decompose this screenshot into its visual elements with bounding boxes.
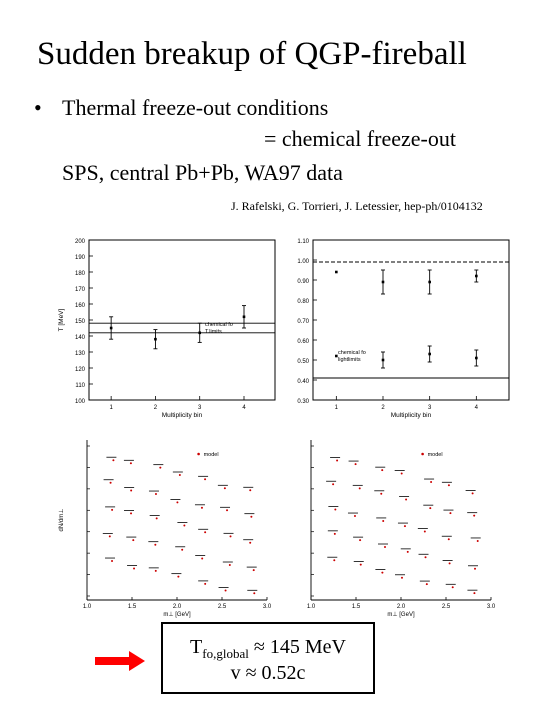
model-point xyxy=(380,493,382,495)
data-point xyxy=(335,271,338,274)
y-tick-label: 110 xyxy=(75,383,85,389)
y-tick-label: 180 xyxy=(74,271,85,277)
velocity-chart xyxy=(286,232,522,425)
legend-marker xyxy=(421,453,424,456)
model-point xyxy=(448,538,450,540)
data-point xyxy=(110,327,113,330)
model-point xyxy=(226,509,228,511)
x-tick-label: 2.5 xyxy=(441,604,451,610)
model-point xyxy=(154,544,156,546)
x-axis-label: m⊥ [GeV] xyxy=(387,612,415,618)
data-point xyxy=(382,359,385,362)
model-point xyxy=(155,493,157,495)
y-tick-label: 1.00 xyxy=(297,259,309,265)
model-point xyxy=(204,478,206,480)
plot-frame xyxy=(89,240,275,400)
model-point xyxy=(355,463,357,465)
model-point xyxy=(183,525,185,527)
x-tick-label: 3 xyxy=(198,405,202,411)
freeze-out-temperature: $T_{fo,global} \approx 145$ MeV xyxy=(190,636,346,661)
model-point xyxy=(381,469,383,471)
bullet-item xyxy=(34,95,328,121)
model-point xyxy=(201,507,203,509)
annotation: T.limits xyxy=(205,329,222,335)
x-tick-label: 2 xyxy=(153,405,158,411)
annotation: lightlimits xyxy=(338,357,361,363)
y-tick-label: 0.40 xyxy=(297,379,309,385)
model-point xyxy=(449,562,451,564)
model-point xyxy=(401,577,403,579)
data-point xyxy=(475,357,478,360)
model-point xyxy=(130,489,132,491)
x-tick-label: 1.5 xyxy=(351,604,361,610)
x-tick-label: 2.5 xyxy=(217,604,227,610)
model-point xyxy=(250,516,252,518)
model-point xyxy=(382,520,384,522)
model-point xyxy=(405,498,407,500)
bullet-continuation: = chemical freeze-out xyxy=(264,126,456,151)
model-point xyxy=(176,501,178,503)
model-point xyxy=(204,531,206,533)
model-point xyxy=(359,487,361,489)
x-tick-label: 4 xyxy=(242,405,246,411)
model-point xyxy=(384,546,386,548)
annotation: chemical fo xyxy=(338,350,366,356)
data-point xyxy=(382,281,385,284)
model-point xyxy=(111,509,113,511)
model-point xyxy=(155,570,157,572)
model-point xyxy=(249,489,251,491)
model-point xyxy=(130,512,132,514)
x-tick-label: 1.5 xyxy=(127,604,137,610)
model-point xyxy=(333,559,335,561)
y-tick-label: 0.50 xyxy=(297,359,309,365)
model-point xyxy=(332,483,334,485)
model-point xyxy=(359,539,361,541)
model-point xyxy=(477,540,479,542)
bullet-icon: • xyxy=(34,95,42,120)
y-tick-label: 190 xyxy=(74,255,85,261)
x-tick-label: 4 xyxy=(474,405,479,411)
y-tick-label: 140 xyxy=(74,335,85,341)
model-point xyxy=(181,549,183,551)
model-point xyxy=(425,556,427,558)
model-point xyxy=(230,535,232,537)
flow-velocity: v ≈ 0.52c xyxy=(230,662,306,684)
x-tick-label: 2.0 xyxy=(396,604,406,610)
model-point xyxy=(354,515,356,517)
data-point xyxy=(428,281,431,284)
model-point xyxy=(448,484,450,486)
model-point xyxy=(224,487,226,489)
model-point xyxy=(156,517,158,519)
model-point xyxy=(111,560,113,562)
model-point xyxy=(473,515,475,517)
x-tick-label: 1.0 xyxy=(306,604,316,610)
model-point xyxy=(130,462,132,464)
y-tick-label: 1.10 xyxy=(297,239,309,245)
model-point xyxy=(159,467,161,469)
model-point xyxy=(336,460,338,462)
model-point xyxy=(472,492,474,494)
model-point xyxy=(473,592,475,594)
data-point xyxy=(428,353,431,356)
model-point xyxy=(430,481,432,483)
model-point xyxy=(177,576,179,578)
model-point xyxy=(204,583,206,585)
x-tick-label: 2 xyxy=(381,405,385,411)
red-arrow-icon xyxy=(95,651,145,671)
model-point xyxy=(360,564,362,566)
model-point xyxy=(229,564,231,566)
legend-marker xyxy=(197,453,200,456)
model-point xyxy=(334,533,336,535)
model-point xyxy=(407,551,409,553)
x-tick-label: 1 xyxy=(109,405,113,411)
y-tick-label: 150 xyxy=(74,319,85,325)
x-axis-label: Multiplicity bin xyxy=(390,412,432,419)
data-point xyxy=(154,338,157,341)
x-tick-label: 3 xyxy=(427,405,432,411)
model-point xyxy=(474,568,476,570)
y-tick-label: 0.90 xyxy=(297,279,309,285)
model-point xyxy=(424,530,426,532)
model-point xyxy=(253,592,255,594)
model-point xyxy=(401,473,403,475)
model-point xyxy=(452,586,454,588)
y-tick-label: 170 xyxy=(74,287,85,293)
data-point xyxy=(243,316,246,319)
model-point xyxy=(179,474,181,476)
model-point xyxy=(381,572,383,574)
y-tick-label: 160 xyxy=(74,303,85,309)
y-axis-label: dN/dm⊥ xyxy=(59,508,65,532)
x-axis-label: Multiplicity bin xyxy=(161,412,203,419)
model-point xyxy=(426,583,428,585)
model-point xyxy=(429,507,431,509)
x-tick-label: 1.0 xyxy=(82,604,92,610)
model-point xyxy=(133,567,135,569)
x-tick-label: 3.0 xyxy=(262,604,272,610)
temperature-chart xyxy=(55,232,280,425)
spectra-chart-left xyxy=(55,436,277,622)
y-tick-label: 0.30 xyxy=(297,399,309,405)
model-point xyxy=(449,512,451,514)
spectra-chart-right xyxy=(283,436,505,622)
citation: J. Rafelski, G. Torrieri, J. Letessier, hep-ph/0104132 xyxy=(231,199,483,213)
dataset-line: SPS, central Pb+Pb, WA97 data xyxy=(62,160,343,185)
y-tick-label: 120 xyxy=(74,367,85,373)
model-point xyxy=(253,569,255,571)
x-tick-label: 2.0 xyxy=(172,604,182,610)
y-tick-label: 200 xyxy=(74,239,85,245)
y-tick-label: 0.80 xyxy=(297,299,309,305)
model-point xyxy=(109,535,111,537)
bullet-text: Thermal freeze-out conditions xyxy=(62,95,329,120)
legend-label: model xyxy=(427,452,443,458)
plot-frame xyxy=(313,240,509,400)
model-point xyxy=(404,525,406,527)
y-tick-label: 100 xyxy=(74,399,85,405)
y-tick-label: 0.70 xyxy=(297,319,309,325)
x-axis-label: m⊥ [GeV] xyxy=(163,612,191,618)
result-box xyxy=(161,622,375,694)
model-point xyxy=(110,482,112,484)
model-point xyxy=(132,539,134,541)
data-point xyxy=(475,275,478,278)
model-point xyxy=(225,590,227,592)
annotation: chemical fo xyxy=(205,322,233,328)
y-tick-label: 0.60 xyxy=(297,339,309,345)
data-point xyxy=(198,332,201,335)
y-tick-label: 130 xyxy=(74,351,85,357)
x-tick-label: 1 xyxy=(334,405,339,411)
model-point xyxy=(334,509,336,511)
legend-label: model xyxy=(203,452,219,458)
slide-title: Sudden breakup of QGP-fireball xyxy=(37,36,467,72)
x-tick-label: 3.0 xyxy=(486,604,496,610)
y-axis-label: T [MeV] xyxy=(58,308,65,332)
model-point xyxy=(112,459,114,461)
model-point xyxy=(249,542,251,544)
model-point xyxy=(201,557,203,559)
